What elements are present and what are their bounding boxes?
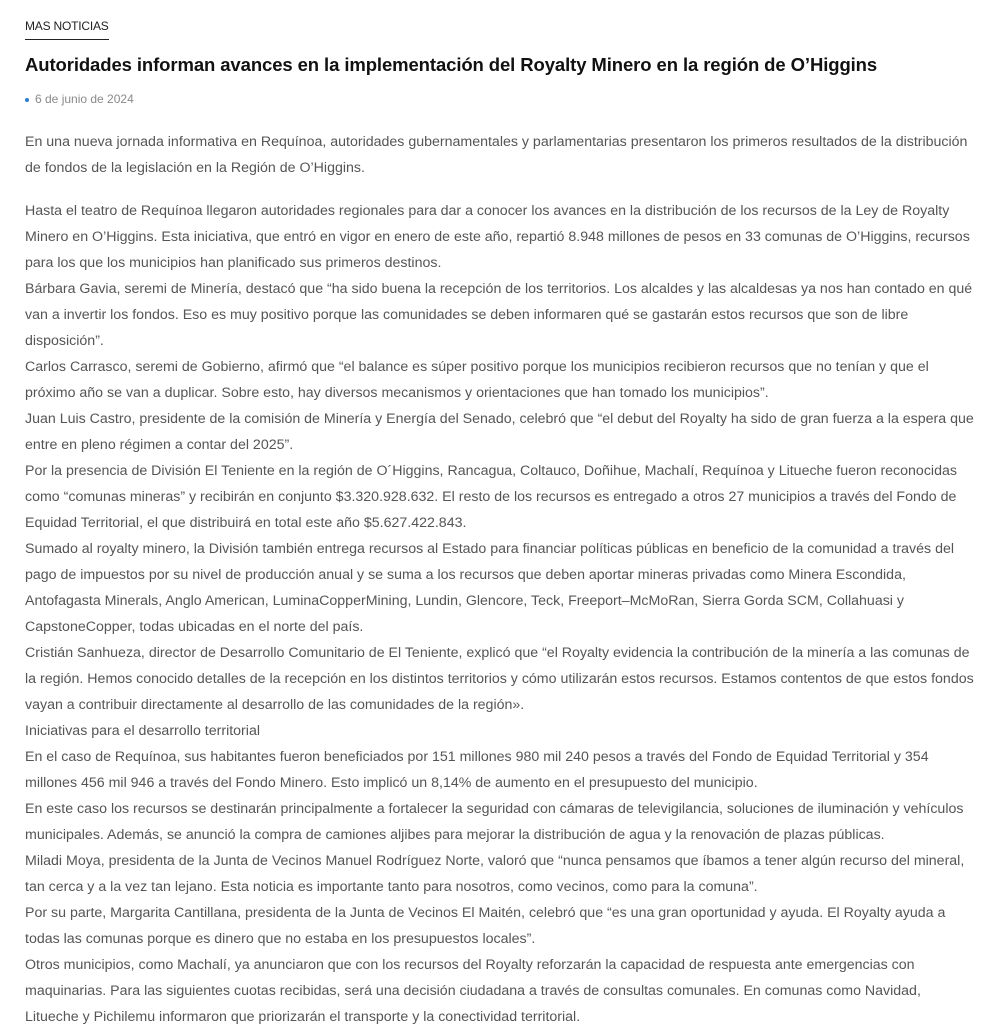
article-paragraph: Otros municipios, como Machalí, ya anunciaron que con los recursos del Royalty reforzarán la capacidad de respuesta ante emergencias con maquinarias. Para las siguientes cuotas recibidas, será una decisión ciudadana a través de consultas comunales. En comunas como Navidad, Litueche y Pichilemu informaron que priorizarán el transporte y la conectividad territorial. [25, 957, 921, 1025]
article-date: 6 de junio de 2024 [35, 92, 134, 106]
article-paragraph: Cristián Sanhueza, director de Desarrollo Comunitario de El Teniente, explicó que “el Royalty evidencia la contribución de la minería a las comunas de la región. Hemos conocido detalles de la recepción en los distintos territorios y cómo utilizarán estos recursos. Estamos contentos de que estos fondos vayan a contribuir directamente al desarrollo de las comunidades de la región». [25, 645, 974, 713]
article-paragraph: Por su parte, Margarita Cantillana, presidenta de la Junta de Vecinos El Maitén, celebró que “es una gran oportunidad y ayuda. El Royalty ayuda a todas las comunas porque es dinero que no estaba en los presupuestos locales”. [25, 905, 946, 947]
article-paragraph: Sumado al royalty minero, la División también entrega recursos al Estado para financiar políticas públicas en beneficio de la comunidad a través del pago de impuestos por su nivel de producción anual y se suma a los recursos que deben aportar mineras privadas como Minera Escondida, Antofagasta Minerals, Anglo American, LuminaCopperMining, Lundin, Glencore, Teck, Freeport–McMoRan, Sierra Gorda SCM, Collahuasi y CapstoneCopper, todas ubicadas en el norte del país. [25, 541, 954, 635]
article-paragraph: En el caso de Requínoa, sus habitantes fueron beneficiados por 151 millones 980 mil 240 pesos a través del Fondo de Equidad Territorial y 354 millones 456 mil 946 a través del Fondo Minero. Esto implicó un 8,14% de aumento en el presupuesto del municipio. [25, 749, 929, 791]
article-paragraph: Juan Luis Castro, presidente de la comisión de Minería y Energía del Senado, celebró que “el debut del Royalty ha sido de gran fuerza a la espera que entre en pleno régimen a contar del 2025”. [25, 411, 974, 453]
article-paragraph: Miladi Moya, presidenta de la Junta de Vecinos Manuel Rodríguez Norte, valoró que “nunca pensamos que íbamos a tener algún recurso del mineral, tan cerca y a la vez tan lejano. Esta noticia es importante tanto para nosotros, como vecinos, como para la comuna”. [25, 853, 965, 895]
article-paragraph: Carlos Carrasco, seremi de Gobierno, afirmó que “el balance es súper positivo porque los municipios recibieron recursos que no tenían y que el próximo año se van a duplicar. Sobre esto, hay diversos mecanismos y orientaciones que han tomado los municipios”. [25, 359, 929, 401]
article-paragraph: Bárbara Gavia, seremi de Minería, destacó que “ha sido buena la recepción de los territorios. Los alcaldes y las alcaldesas ya nos han contado en qué van a invertir los fondos. Eso es muy positivo porque las comunidades se deben informaren qué se gastarán estos recursos que son de libre disposición”. [25, 281, 973, 349]
article-title: Autoridades informan avances en la implementación del Royalty Minero en la región de O’Higgins [25, 54, 878, 75]
bullet-dot-icon [25, 98, 29, 102]
article-paragraph: Hasta el teatro de Requínoa llegaron autoridades regionales para dar a conocer los avances en la distribución de los recursos de la Ley de Royalty Minero en O’Higgins. Esta iniciativa, que entró en vigor en enero de este año, repartió 8.948 millones de pesos en 33 comunas de O’Higgins, recursos para los que los municipios han planificado sus primeros destinos. [25, 203, 970, 271]
article-lead: En una nueva jornada informativa en Requínoa, autoridades gubernamentales y parlamentarias presentaron los primeros resultados de la distribución de fondos de la legislación en la Región de O’Higgins. [25, 134, 968, 176]
article-paragraph: Por la presencia de División El Teniente en la región de O´Higgins, Rancagua, Coltauco, Doñihue, Machalí, Requínoa y Litueche fueron reconocidas como “comunas mineras” y recibirán en conjunto $3.320.928.632. El resto de los recursos es entregado a otros 27 municipios a través del Fondo de Equidad Territorial, el que distribuirá en total este año $5.627.422.843. [25, 463, 957, 531]
article-body [25, 198, 976, 1030]
article-paragraph: En este caso los recursos se destinarán principalmente a fortalecer la seguridad con cámaras de televigilancia, soluciones de iluminación y vehículos municipales. Además, se anunció la compra de camiones aljibes para mejorar la distribución de agua y la renovación de plazas públicas. [25, 801, 964, 843]
section-label[interactable]: MAS NOTICIAS [25, 18, 109, 40]
article-subheading: Iniciativas para el desarrollo territorial [25, 723, 260, 739]
article-meta [25, 91, 976, 107]
